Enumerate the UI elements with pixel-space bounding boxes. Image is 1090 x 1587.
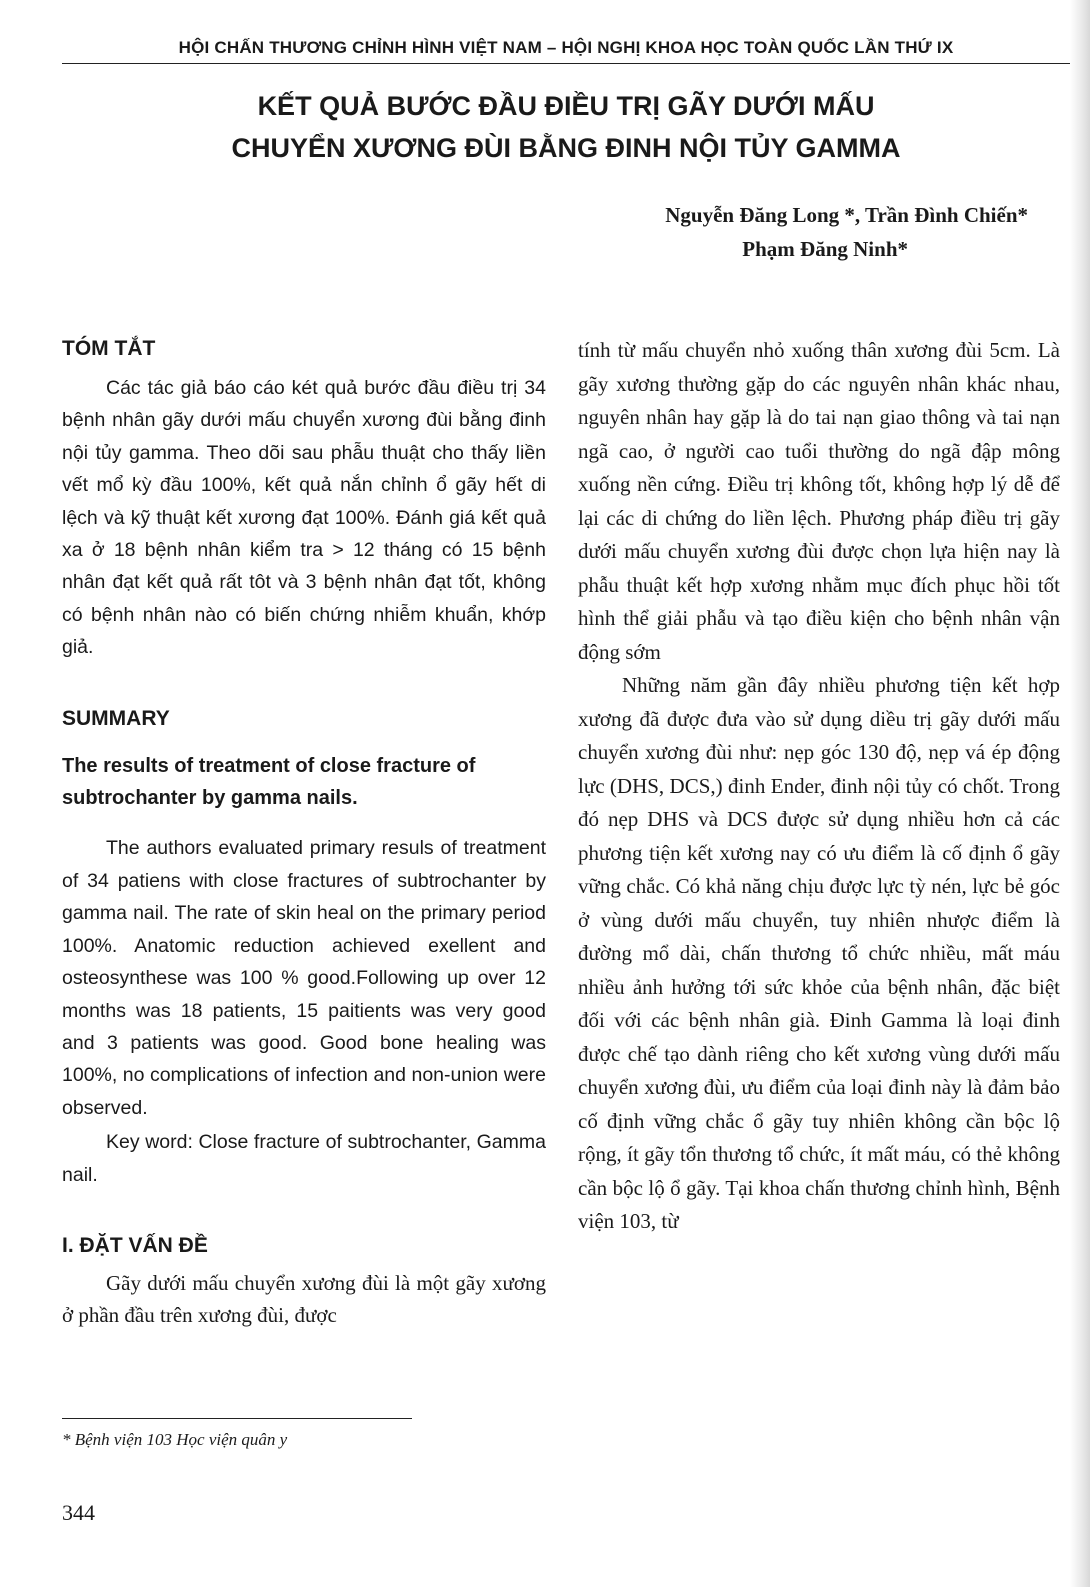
dat-van-de-body: Gãy dưới mấu chuyển xương đùi là một gãy xương ở phần đầu trên xương đùi, được xyxy=(62,1270,546,1328)
footnote: * Bệnh viện 103 Học viện quân y xyxy=(62,1430,288,1449)
authors-line-2: Phạm Đăng Ninh* xyxy=(742,237,908,261)
title-line-1: KẾT QUẢ BƯỚC ĐẦU ĐIỀU TRỊ GÃY DƯỚI MẤU xyxy=(257,91,875,121)
summary-heading: SUMMARY xyxy=(62,706,170,730)
footnote-rule xyxy=(62,1418,412,1419)
title-line-2: CHUYỂN XƯƠNG ĐÙI BẰNG ĐINH NỘI TỦY GAMMA xyxy=(231,133,901,163)
right-paragraph-2: Những năm gần đây nhiều phương tiện kết hợp xương đã được đưa vào sử dụng diều trị gãy dưới mấu chuyển xương đùi như: nẹp góc 130 độ, nẹp vá ép động lực (DHS, DCS,) đinh Ender, đinh nội tủy có chốt. Trong đó nẹp DHS và DCS được sử dụng nhiều hơn cả các phương tiện kết xương nay có ưu điểm là cố định ổ gãy vững chắc. Có khả năng chịu được lực tỳ nén, lực bẻ góc ở vùng dưới mấu chuyển, tuy nhiên nhược điểm là đường mổ dài, chấn thương tổ chức nhiều, mất máu nhiều ảnh hưởng tới sức khỏe của bệnh nhân, đặc biệt đối với các bệnh nhân già. Đinh Gamma là loại đinh được chế tạo dành riêng cho kết xương vùng dưới mấu chuyển xương đùi, ưu điểm của loại đinh này là đảm bảo cố định vững chắc ổ gãy tuy nhiên không cần bộc lộ rộng, ít gãy tổn thương tổ chức, ít mất máu, có thẻ không cần bộc lộ ổ gãy. Tại khoa chấn thương chỉnh hình, Bệnh viện 103, từ xyxy=(578,673,1060,1233)
summary-keywords: Key word: Close fracture of subtrochanter, Gamma nail. xyxy=(62,1131,546,1186)
header-rule xyxy=(62,63,1070,64)
summary-subtitle-line-1: The results of treatment of close fracture of xyxy=(62,754,476,777)
left-column xyxy=(62,334,546,1332)
summary-subtitle-line-2: subtrochanter by gamma nails. xyxy=(62,787,358,810)
running-header: HỘI CHẤN THƯƠNG CHỈNH HÌNH VIỆT NAM – HỘI NGHỊ KHOA HỌC TOÀN QUỐC LẦN THỨ IX xyxy=(178,38,954,57)
authors-line-1: Nguyễn Đăng Long *, Trần Đình Chiến* xyxy=(665,203,1028,227)
tom-tat-heading: TÓM TẮT xyxy=(62,337,156,360)
page-edge-shadow xyxy=(1070,0,1090,1587)
summary-body: The authors evaluated primary resuls of treatment of 34 patiens with close fractures of subtrochanter by gamma nail. The rate of skin heal on the primary period 100%. Anatomic reduction achieved exellent and osteosynthese was 100 % good.Following up over 12 months was 18 patients, 15 paitients was very good and 3 patients was good. Good bone healing was 100%, no complications of infection and non-union were observed. xyxy=(62,837,546,1119)
dat-van-de-heading: I. ĐẶT VẤN ĐỀ xyxy=(62,1233,208,1257)
right-paragraph-1: tính từ mấu chuyển nhỏ xuống thân xương đùi 5cm. Là gãy xương thường gặp do các nguyên nhân khác nhau, nguyên nhân hay gặp là do tai nạn giao thông và tai nạn ngã cao, ở người cao tuổi thường do ngã đập mông xuống nền cứng. Điều trị không tốt, không hợp lý dễ để lại các di chứng do liền lệch. Phương pháp điều trị gãy dưới mấu chuyển xương đùi được chọn lựa hiện nay là phẫu thuật kết hợp xương nhằm mục đích phục hồi tốt hình thể giải phẫu và tạo điều kiện cho bệnh nhân vận động sớm xyxy=(578,338,1060,664)
page-number: 344 xyxy=(62,1500,95,1525)
article-title xyxy=(62,85,1070,169)
author-list xyxy=(328,198,1028,266)
right-column xyxy=(578,334,1060,1239)
tom-tat-body: Các tác giả báo cáo két quả bước đầu điều trị 34 bệnh nhân gãy dưới mấu chuyển xương đùi bằng đinh nội tủy gamma. Theo dõi sau phẫu thuật cho thấy liền vết mổ kỳ đầu 100%, kết quả nắn chỉnh ổ gãy hết di lệch và kỹ thuật kết xương đạt 100%. Đánh giá kết quả xa ở 18 bệnh nhân kiểm tra > 12 tháng có 15 bệnh nhân đạt kết quả rất tôt và 3 bệnh nhân đạt tốt, không có bệnh nhân nào có biến chứng nhiễm khuẩn, khớp giả. xyxy=(62,377,546,659)
